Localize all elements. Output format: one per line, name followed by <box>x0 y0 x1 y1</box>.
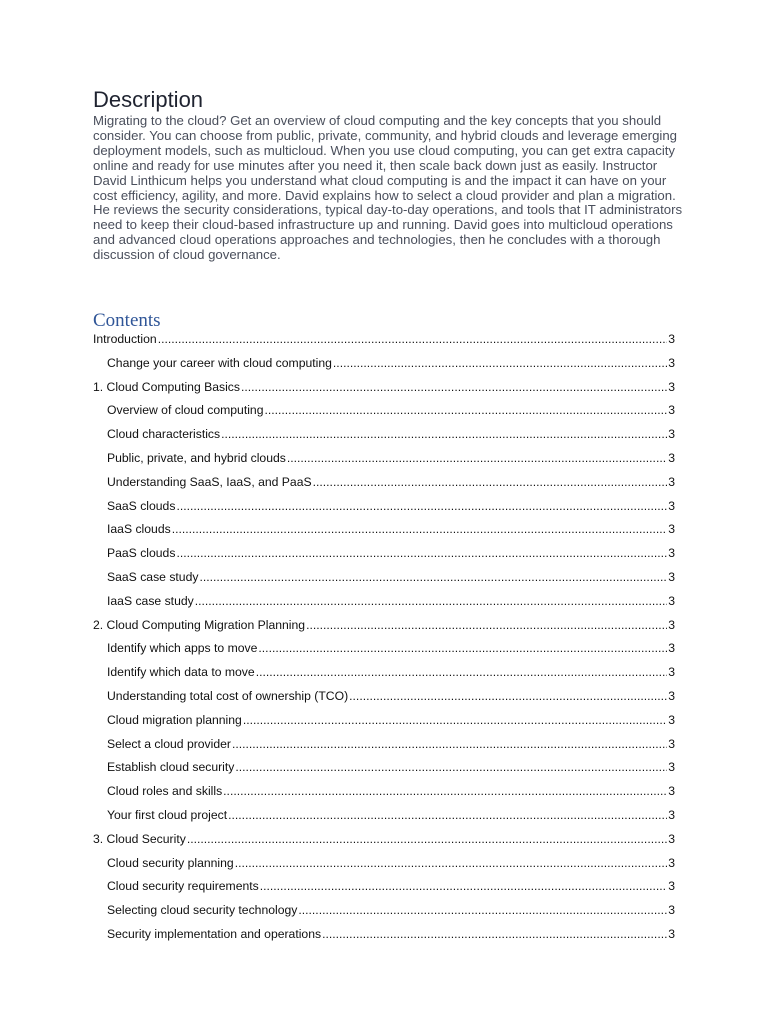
toc-dot-leader <box>232 737 667 751</box>
toc-entry[interactable] <box>93 927 675 951</box>
toc-entry-page-number: 3 <box>668 808 675 822</box>
toc-dot-leader <box>199 570 667 584</box>
toc-dot-leader <box>313 475 668 489</box>
toc-entry-label: Introduction <box>93 332 157 347</box>
toc-entry[interactable] <box>93 546 675 570</box>
toc-entry-label: Identify which data to move <box>107 665 255 680</box>
toc-entry[interactable] <box>93 760 675 784</box>
toc-dot-leader <box>256 665 668 679</box>
toc-entry-page-number: 3 <box>668 903 675 918</box>
toc-entry-page-number: 3 <box>668 736 675 751</box>
toc-entry[interactable] <box>93 499 675 523</box>
toc-dot-leader <box>228 808 667 822</box>
toc-entry-label: Your first cloud project <box>107 808 228 822</box>
toc-entry-page-number: 3 <box>668 427 675 442</box>
toc-dot-leader <box>176 499 667 513</box>
toc-entry-page-number: 3 <box>668 760 675 775</box>
toc-entry-label: Understanding SaaS, IaaS, and PaaS <box>107 474 312 489</box>
toc-entry-page-number: 3 <box>668 926 675 941</box>
toc-entry-page-number: 3 <box>668 474 675 489</box>
toc-entry[interactable] <box>93 380 675 404</box>
toc-entry-page-number: 3 <box>668 641 675 656</box>
toc-entry-page-number: 3 <box>668 784 675 799</box>
toc-entry-label: Security implementation and operations <box>107 926 322 941</box>
toc-entry[interactable] <box>93 618 675 642</box>
table-of-contents <box>93 332 675 951</box>
toc-entry-page-number: 3 <box>668 665 675 680</box>
toc-entry-label: IaaS clouds <box>107 522 171 537</box>
toc-entry-label: 3. Cloud Security <box>93 831 186 846</box>
toc-entry-page-number: 3 <box>668 498 675 513</box>
toc-entry-page-number: 3 <box>668 522 675 537</box>
contents-heading: Contents <box>93 310 161 332</box>
toc-entry[interactable] <box>93 332 675 356</box>
toc-entry-label: Identify which apps to move <box>107 641 258 656</box>
toc-dot-leader <box>172 522 668 536</box>
toc-entry-label: 1. Cloud Computing Basics <box>93 379 240 394</box>
toc-entry[interactable] <box>93 903 675 927</box>
toc-entry-label: PaaS clouds <box>107 546 176 561</box>
toc-dot-leader <box>223 784 667 798</box>
toc-entry-page-number: 3 <box>668 379 675 394</box>
toc-entry[interactable] <box>93 808 675 832</box>
toc-entry[interactable] <box>93 451 675 475</box>
toc-dot-leader <box>260 879 667 893</box>
toc-entry[interactable] <box>93 427 675 451</box>
document-page <box>93 86 683 951</box>
toc-dot-leader <box>195 594 668 608</box>
toc-dot-leader <box>241 380 667 394</box>
toc-entry-label: IaaS case study <box>107 593 194 608</box>
toc-entry-label: Selecting cloud security technology <box>107 903 298 918</box>
toc-entry-page-number: 3 <box>668 593 675 608</box>
toc-entry-label: Cloud roles and skills <box>107 784 223 799</box>
toc-dot-leader <box>333 356 667 370</box>
toc-entry-page-number: 3 <box>668 712 675 727</box>
toc-dot-leader <box>235 856 668 870</box>
toc-dot-leader <box>306 618 667 632</box>
description-body: Migrating to the cloud? Get an overview of cloud computing and the key concepts that you should consider. You can choose from public, private, community, and hybrid clouds and leverage emerging deployment models, such as multicloud. When you use cloud computing, you can get extra capacity online and ready for use minutes after you need it, then scale back down just as easily. Instructor David Linthicum helps you understand what cloud computing is and the impact it can have on your cost efficiency, agility, and more. David explains how to select a cloud provider and plan a migration. He reviews the security considerations, typical day-to-day operations, and tools that IT administrators need to keep their cloud-based infrastructure up and running. David goes into multicloud operations and advanced cloud operations approaches and technologies, then he concludes with a thorough discussion of cloud governance. <box>93 113 683 263</box>
description-heading: Description <box>93 87 204 112</box>
toc-entry[interactable] <box>93 522 675 546</box>
toc-entry[interactable] <box>93 403 675 427</box>
toc-entry-page-number: 3 <box>668 855 675 870</box>
toc-entry[interactable] <box>93 689 675 713</box>
toc-entry-label: Understanding total cost of ownership (TCO) <box>107 689 349 704</box>
toc-entry-page-number: 3 <box>668 355 675 370</box>
toc-entry-page-number: 3 <box>668 831 675 846</box>
toc-entry-label: Change your career with cloud computing <box>107 355 332 370</box>
toc-entry-label: 2. Cloud Computing Migration Planning <box>93 617 306 632</box>
toc-dot-leader <box>235 760 667 774</box>
toc-entry-page-number: 3 <box>668 570 675 585</box>
toc-entry-label: SaaS case study <box>107 570 199 585</box>
toc-entry-page-number: 3 <box>668 451 675 466</box>
toc-entry-label: SaaS clouds <box>107 498 176 513</box>
toc-dot-leader <box>258 641 667 655</box>
toc-entry[interactable] <box>93 856 675 880</box>
toc-entry[interactable] <box>93 784 675 808</box>
toc-dot-leader <box>287 451 667 465</box>
toc-dot-leader <box>243 713 667 727</box>
toc-entry[interactable] <box>93 475 675 499</box>
toc-entry-page-number: 3 <box>668 689 675 704</box>
toc-entry-page-number: 3 <box>668 403 675 418</box>
toc-dot-leader <box>322 927 667 941</box>
toc-entry-page-number: 3 <box>668 546 675 561</box>
toc-entry-page-number: 3 <box>668 332 675 347</box>
toc-entry[interactable] <box>93 713 675 737</box>
toc-entry-label: Public, private, and hybrid clouds <box>107 451 286 466</box>
toc-entry[interactable] <box>93 594 675 618</box>
toc-entry[interactable] <box>93 356 675 380</box>
toc-entry[interactable] <box>93 570 675 594</box>
toc-entry-label: Overview of cloud computing <box>107 403 264 418</box>
toc-dot-leader <box>264 403 667 417</box>
toc-entry[interactable] <box>93 879 675 903</box>
toc-entry-page-number: 3 <box>668 879 675 894</box>
toc-entry-label: Select a cloud provider <box>107 736 231 751</box>
toc-entry[interactable] <box>93 832 675 856</box>
toc-entry-label: Cloud security requirements <box>107 879 259 894</box>
toc-entry-label: Cloud migration planning <box>107 712 242 727</box>
toc-entry-page-number: 3 <box>668 617 675 632</box>
toc-entry-label: Establish cloud security <box>107 760 235 775</box>
toc-entry[interactable] <box>93 737 675 761</box>
toc-dot-leader <box>349 689 667 703</box>
toc-entry[interactable] <box>93 641 675 665</box>
toc-dot-leader <box>221 427 667 441</box>
toc-dot-leader <box>187 832 667 846</box>
toc-dot-leader <box>176 546 667 560</box>
toc-dot-leader <box>298 903 667 917</box>
toc-dot-leader <box>158 332 668 346</box>
toc-entry-label: Cloud characteristics <box>107 427 221 442</box>
toc-entry[interactable] <box>93 665 675 689</box>
toc-entry-label: Cloud security planning <box>107 855 234 870</box>
